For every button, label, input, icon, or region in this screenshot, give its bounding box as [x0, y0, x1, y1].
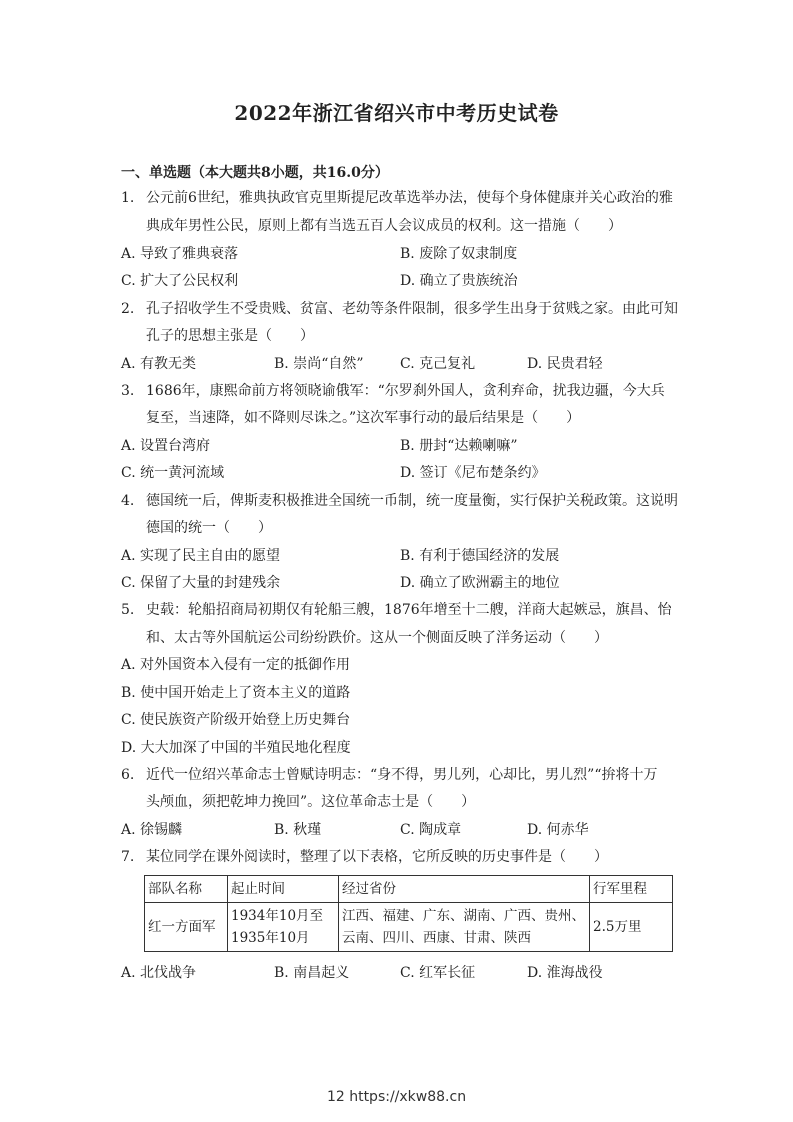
table-cell-line: 江西、福建、广东、湖南、广西、贵州、 — [342, 908, 585, 924]
option-c: C. 扩大了公民权利 — [121, 273, 239, 289]
option-a: A. 设置台湾府 — [121, 438, 211, 454]
option-a: A. 有教无类 — [121, 356, 197, 372]
question-stem: 德国统一后，俾斯麦积极推进全国统一币制，统一度量衡，实行保护关税政策。这说明 — [146, 493, 678, 509]
question-number: 1. — [121, 190, 135, 206]
section-heading: 一、单选题（本大题共8小题，共16.0分） — [121, 165, 389, 181]
question-stem: 头颅血，须把乾坤力挽回”。这位革命志士是（ ） — [146, 794, 476, 810]
option-b: B. 秋瑾 — [274, 822, 322, 838]
question-stem: 近代一位绍兴革命志士曾赋诗明志：“身不得，男儿列，心却比，男儿烈”“拚将十万 — [146, 767, 658, 783]
table-header-cell: 部队名称 — [145, 876, 228, 903]
table-cell-line: 1934年10月至 — [231, 908, 324, 924]
option-d: D. 签订《尼布楚条约》 — [400, 465, 546, 481]
table-header-cell: 经过省份 — [339, 876, 590, 903]
question-stem: 公元前6世纪，雅典执政官克里斯提尼改革选举办法，使每个身体健康并关心政治的雅 — [146, 190, 673, 206]
table-header-cell: 行军里程 — [590, 876, 673, 903]
table-cell-line: 云南、四川、西康、甘肃、陕西 — [342, 930, 531, 946]
option-a: A. 导致了雅典衰落 — [121, 246, 239, 262]
option-b: B. 有利于德国经济的发展 — [400, 548, 560, 564]
option-b: B. 南昌起义 — [274, 965, 350, 981]
option-c: C. 克己复礼 — [400, 356, 476, 372]
option-b: B. 废除了奴隶制度 — [400, 246, 518, 262]
option-d: D. 何赤华 — [527, 822, 589, 838]
option-c: C. 使民族资产阶级开始登上历史舞台 — [121, 712, 351, 728]
history-table — [144, 875, 673, 952]
option-c: C. 陶成章 — [400, 822, 462, 838]
option-b: B. 崇尚“自然” — [274, 356, 364, 372]
table-cell — [228, 903, 339, 952]
table-cell-line: 1935年10月 — [231, 930, 310, 946]
option-a: A. 对外国资本入侵有一定的抵御作用 — [121, 657, 351, 673]
page-title: 2022年浙江省绍兴市中考历史试卷 — [234, 101, 559, 125]
option-d: D. 淮海战役 — [527, 965, 603, 981]
table-cell — [339, 903, 590, 952]
question-stem: 史载：轮船招商局初期仅有轮船三艘，1876年增至十二艘，洋商大起嫉忌，旗昌、怡 — [146, 602, 672, 618]
option-c: C. 保留了大量的封建残余 — [121, 575, 281, 591]
question-stem: 德国的统一（ ） — [146, 520, 272, 536]
option-d: D. 确立了欧洲霸主的地位 — [400, 575, 560, 591]
question-stem: 1686年，康熙命前方将领晓谕俄军：“尔罗刹外国人，贪利弃命，扰我边疆，今大兵 — [146, 383, 665, 399]
option-c: C. 红军长征 — [400, 965, 476, 981]
table-cell: 2.5万里 — [590, 903, 673, 952]
table-cell: 红一方面军 — [145, 903, 228, 952]
question-stem: 某位同学在课外阅读时，整理了以下表格，它所反映的历史事件是（ ） — [146, 849, 608, 865]
page-footer: 12 https://xkw88.cn — [326, 1089, 467, 1105]
question-stem: 孔子的思想主张是（ ） — [146, 328, 314, 344]
option-c: C. 统一黄河流域 — [121, 465, 225, 481]
question-number: 3. — [121, 383, 135, 399]
question-stem: 复至，当速降，如不降则尽诛之。”这次军事行动的最后结果是（ ） — [146, 410, 581, 426]
option-d: D. 大大加深了中国的半殖民地化程度 — [121, 740, 351, 756]
question-stem: 典成年男性公民，原则上都有当选五百人会议成员的权利。这一措施（ ） — [146, 218, 622, 234]
question-number: 7. — [121, 849, 135, 865]
question-number: 5. — [121, 602, 135, 618]
question-stem: 孔子招收学生不受贵贱、贫富、老幼等条件限制，很多学生出身于贫贱之家。由此可知 — [146, 301, 678, 317]
option-a: A. 北伐战争 — [121, 965, 197, 981]
question-number: 4. — [121, 493, 135, 509]
question-stem: 和、太古等外国航运公司纷纷跌价。这从一个侧面反映了洋务运动（ ） — [146, 630, 608, 646]
option-d: D. 民贵君轻 — [527, 356, 603, 372]
question-number: 2. — [121, 301, 135, 317]
option-a: A. 徐锡麟 — [121, 822, 183, 838]
question-number: 6. — [121, 767, 135, 783]
option-a: A. 实现了民主自由的愿望 — [121, 548, 281, 564]
option-b: B. 册封“达赖喇嘛” — [400, 438, 518, 454]
option-b: B. 使中国开始走上了资本主义的道路 — [121, 685, 351, 701]
table-header-cell: 起止时间 — [228, 876, 339, 903]
option-d: D. 确立了贵族统治 — [400, 273, 518, 289]
table-row — [145, 903, 673, 952]
table-header-row — [145, 876, 673, 903]
